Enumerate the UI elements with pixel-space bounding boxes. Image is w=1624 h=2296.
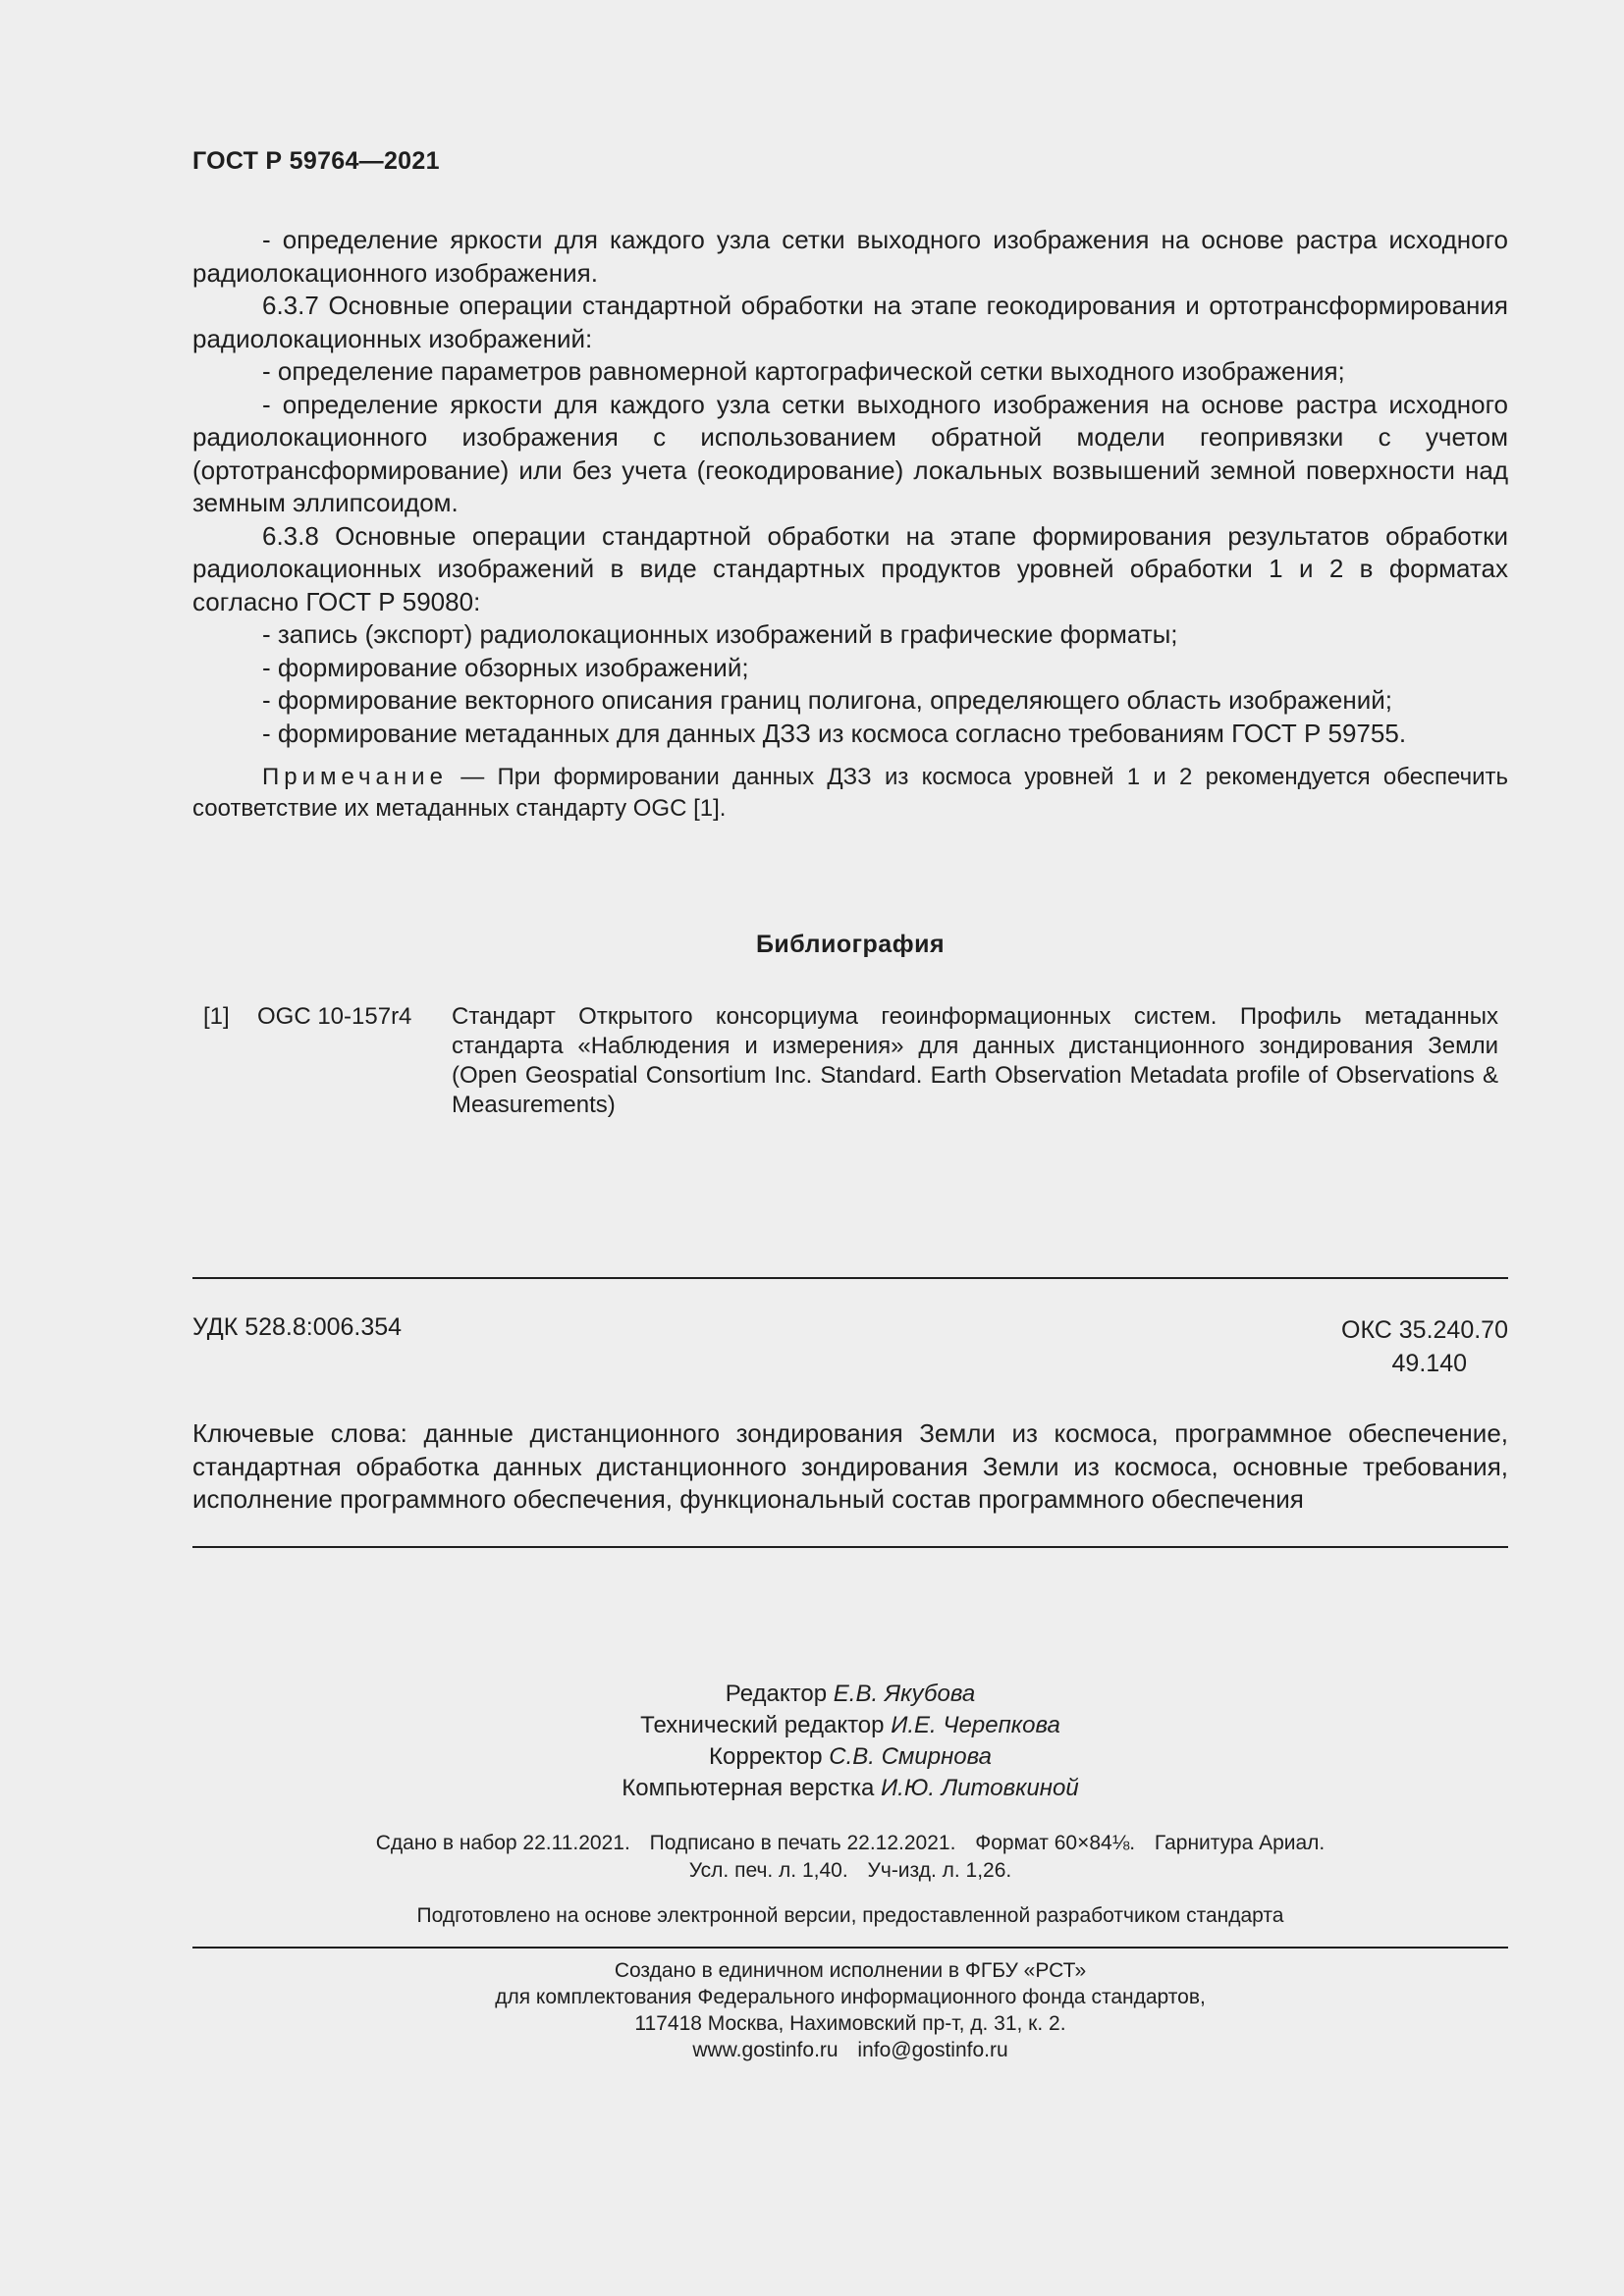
paragraph: 6.3.8 Основные операции стандартной обработки на этапе формирования результатов обработки радиолокационных изображений в виде стандартных продуктов уровней обработки 1 и 2 в форматах согласно ГОСТ Р 59080: (192, 520, 1508, 616)
oks-codes (1341, 1313, 1508, 1380)
credit-role: Корректор (709, 1743, 823, 1770)
credit-name: И.Е. Черепкова (891, 1712, 1060, 1738)
body-text (192, 224, 1508, 750)
paragraph: - запись (экспорт) радиолокационных изображений в графические форматы; (262, 619, 1178, 649)
bibliography-entry-text: Стандарт Открытого консорциума геоинформационных систем. Профиль метаданных стандарта «Наблюдения и измерения» для данных дистанционного зондирования Земли (Open Geospatial Consortium Inc. Standard. Earth Observation Metadata profile of Observations & Measurements) (452, 1003, 1498, 1118)
credit-proofreader (192, 1741, 1508, 1773)
paragraph: - определение параметров равномерной картографической сетки выходного изображения; (262, 356, 1345, 386)
publisher-info (192, 1957, 1508, 2063)
imprint-typeset: Сдано в набор 22.11.2021. (375, 1832, 630, 1854)
credit-tech-editor (192, 1710, 1508, 1741)
imprint-signed: Подписано в печать 22.12.2021. (649, 1832, 956, 1854)
note (192, 762, 1508, 825)
imprint-print-sheets: Усл. печ. л. 1,40. (688, 1859, 848, 1882)
divider (192, 1277, 1508, 1279)
prepared-note: Подготовлено на основе электронной версии, предоставленной разработчиком стандарта (416, 1904, 1284, 1927)
website-link[interactable]: www.gostinfo.ru (692, 2039, 839, 2061)
paragraph: - определение яркости для каждого узла сетки выходного изображения на основе растра исходного радиолокационного изображения. (192, 225, 1508, 288)
paragraph: - формирование обзорных изображений; (262, 652, 749, 682)
udk-code: УДК 528.8:006.354 (192, 1313, 403, 1341)
bibliography-entry-code: OGC 10-157r4 (257, 1003, 412, 1030)
oks-code-line1: ОКС 35.240.70 (1341, 1316, 1508, 1344)
oks-code-line2: 49.140 (1391, 1350, 1467, 1377)
imprint-format: Формат 60×84⅛. (975, 1832, 1136, 1854)
credit-role: Технический редактор (640, 1712, 885, 1738)
credit-layout (192, 1773, 1508, 1804)
publisher-line: для комплектования Федерального информационного фонда стандартов, (495, 1986, 1206, 2008)
credit-role: Редактор (725, 1681, 828, 1707)
publisher-line: Создано в единичном исполнении в ФГБУ «РСТ» (614, 1959, 1087, 1982)
imprint (192, 1830, 1508, 1885)
credits (192, 1679, 1508, 1804)
credit-name: С.В. Смирнова (829, 1743, 992, 1770)
keywords: Ключевые слова: данные дистанционного зондирования Земли из космоса, программное обеспечение, стандартная обработка данных дистанционного зондирования Земли из космоса, основные требования, исполнение программного обеспечения, функциональный состав программного обеспечения (192, 1418, 1508, 1514)
credit-name: И.Ю. Литовкиной (881, 1775, 1079, 1801)
note-label: Примечание (262, 764, 448, 790)
credit-editor (192, 1679, 1508, 1710)
document-header: ГОСТ Р 59764—2021 (192, 147, 440, 175)
divider (192, 1947, 1508, 1949)
publisher-address: 117418 Москва, Нахимовский пр-т, д. 31, к. 2. (634, 2012, 1066, 2035)
divider (192, 1546, 1508, 1548)
note-text: — При формировании данных ДЗЗ из космоса уровней 1 и 2 рекомендуется обеспечить соответствие их метаданных стандарту OGC [1]. (192, 764, 1508, 822)
paragraph: - формирование векторного описания границ полигона, определяющего область изображений; (262, 685, 1393, 715)
imprint-pub-sheets: Уч-изд. л. 1,26. (867, 1859, 1012, 1882)
email-link[interactable]: info@gostinfo.ru (857, 2039, 1008, 2061)
paragraph: 6.3.7 Основные операции стандартной обработки на этапе геокодирования и ортотрансформирования радиолокационных изображений: (192, 291, 1508, 353)
bibliography-title: Библиография (755, 931, 946, 958)
bibliography-entry-number: [1] (203, 1003, 230, 1030)
credit-role: Компьютерная верстка (622, 1775, 875, 1801)
paragraph: - определение яркости для каждого узла сетки выходного изображения на основе растра исходного радиолокационного изображения с использованием обратной модели геопривязки с учетом (ортотрансформирование) или без учета (геокодирование) локальных возвышений земной поверхности над земным эллипсоидом. (192, 389, 1508, 517)
credit-name: Е.В. Якубова (833, 1681, 976, 1707)
paragraph: - формирование метаданных для данных ДЗЗ из космоса согласно требованиям ГОСТ Р 59755. (262, 718, 1407, 748)
imprint-font: Гарнитура Ариал. (1154, 1832, 1326, 1854)
